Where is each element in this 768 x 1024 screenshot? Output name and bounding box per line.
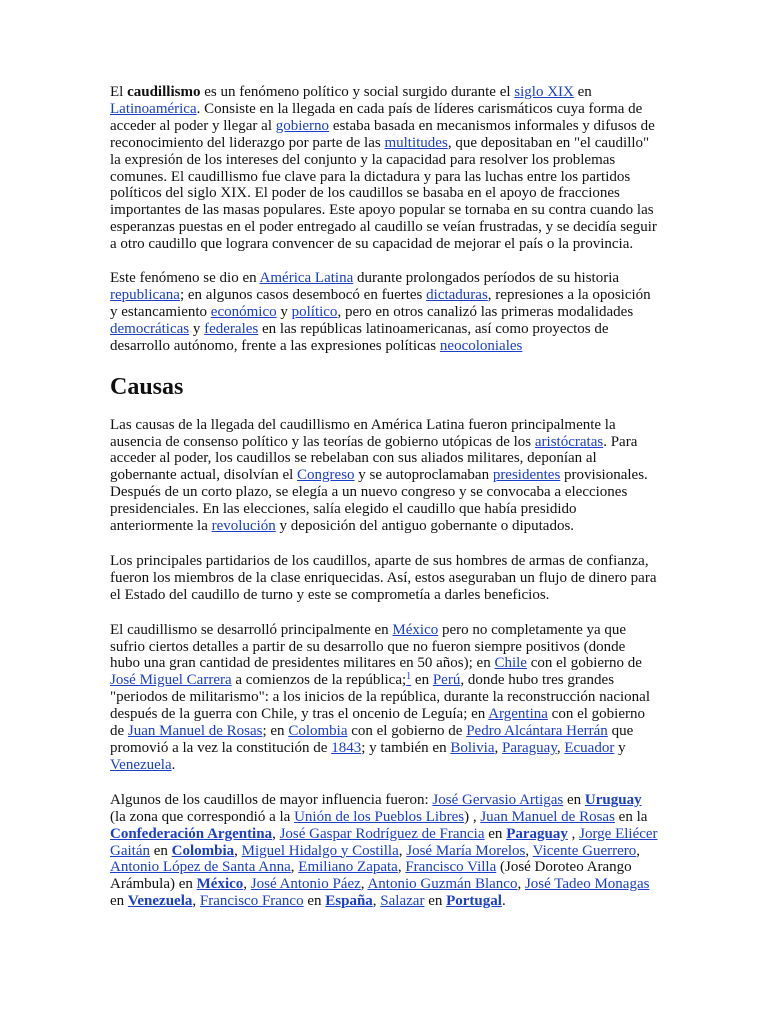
link-miguel-hidalgo[interactable]: Miguel Hidalgo y Costilla: [241, 842, 399, 859]
link-bolivia[interactable]: Bolivia: [450, 740, 495, 756]
text: en: [563, 791, 585, 808]
link-label: Uruguay: [584, 791, 642, 808]
link-jose-miguel-carrera[interactable]: José Miguel Carrera: [110, 672, 232, 689]
text: en: [573, 84, 592, 100]
text: ,: [272, 825, 280, 842]
link-jose-gervasio-artigas[interactable]: José Gervasio Artigas: [432, 791, 564, 808]
causas-paragraph-3: [110, 622, 658, 774]
link-politico[interactable]: político: [291, 303, 338, 320]
text: con el gobierno de: [347, 723, 467, 740]
text: ,: [398, 842, 407, 859]
link-1843[interactable]: 1843: [331, 740, 362, 756]
text: . Consiste en la llegada en cada país de líderes carismáticos cuya forma de acceder al poder y llegar al: [110, 100, 643, 134]
text: ,: [556, 740, 565, 756]
text: , pero en otros canalizó las primeras modalidades: [337, 303, 634, 320]
text: pero no completamente ya que sufrio ciertos detalles a partir de su desarrollo que no fueron siempre positivos (donde hubo una gran cantidad de presidentes militares en 50 años); en: [110, 621, 627, 672]
link-america-latina[interactable]: América Latina: [259, 270, 354, 287]
text: ,: [525, 842, 533, 859]
term-caudillismo: caudillismo: [127, 84, 201, 100]
text: ,: [636, 842, 641, 859]
link-label: Portugal: [446, 893, 502, 910]
text: ; y también en: [361, 740, 451, 756]
text: en: [484, 825, 507, 842]
text: .: [501, 893, 506, 910]
text: ,: [192, 893, 200, 910]
footnote-number: 1: [406, 671, 412, 683]
link-venezuela-bold[interactable]: [128, 893, 192, 909]
text: , que depositaban en "el caudillo" la expresión de los intereses del conjunto y la capacidad para resolver los problemas comunes. El caudillismo fue clave para la dictadura y para las luchas entre los partidos políticos del siglo XIX. El poder de los caudillos se basaba en el apoyo de fracciones importantes de las masas populares. Este apoyo popular se tornaba en su contra cuando las esperanzas puestas en el poder entregado al caudillo se veían frustradas, y se decidía seguir a otro caudillo que lograra convencer de su capacidad de mejorar el país o la provincia.: [110, 134, 657, 253]
text: ,: [372, 893, 381, 910]
text: es un fenómeno político y social surgido durante el: [200, 84, 515, 100]
link-colombia[interactable]: Colombia: [288, 723, 348, 740]
link-label: Colombia: [171, 842, 235, 859]
link-uruguay[interactable]: [585, 792, 642, 808]
link-jose-antonio-paez[interactable]: José Antonio Páez: [250, 876, 361, 893]
link-espana[interactable]: [325, 893, 373, 909]
link-mexico-bold[interactable]: [197, 876, 244, 892]
text: El caudillismo se desarrolló principalmente en: [110, 621, 393, 638]
text: , represiones a la oposición y estancamiento: [110, 286, 651, 320]
link-gobierno[interactable]: gobierno: [275, 117, 330, 134]
link-union-pueblos-libres[interactable]: Unión de los Pueblos Libres: [294, 808, 465, 825]
link-revolucion[interactable]: revolución: [211, 518, 276, 535]
text: y: [189, 320, 205, 337]
section-heading-causas: Causas: [110, 373, 184, 400]
link-democraticas[interactable]: democráticas: [110, 320, 190, 337]
link-jorge-eliecer-gaitan[interactable]: Jorge Eliécer Gaitán: [110, 825, 658, 859]
link-juan-manuel-de-rosas[interactable]: Juan Manuel de Rosas: [127, 723, 263, 740]
link-presidentes[interactable]: presidentes: [492, 467, 561, 484]
text: ,: [397, 859, 406, 876]
text: en las repúblicas latinoamericanas, así como proyectos de desarrollo autónomo, frente a las expresiones políticas: [110, 320, 609, 354]
text: ,: [494, 740, 503, 756]
text: ,: [243, 876, 251, 893]
link-republicana[interactable]: republicana: [110, 286, 180, 303]
link-siglo-xix[interactable]: siglo XIX: [514, 84, 574, 100]
link-neocoloniales[interactable]: neocoloniales: [439, 337, 523, 354]
text: y se autoproclamaban: [354, 467, 493, 484]
link-juan-manuel-de-rosas-2[interactable]: Juan Manuel de Rosas: [480, 808, 615, 825]
link-colombia-bold[interactable]: [172, 843, 235, 859]
text: en: [411, 672, 433, 689]
text: en: [303, 893, 326, 910]
link-label: España: [325, 893, 373, 910]
link-paraguay[interactable]: Paraguay: [502, 740, 557, 756]
link-label: Venezuela: [127, 893, 193, 910]
link-economico[interactable]: económico: [210, 303, 277, 320]
link-salazar[interactable]: Salazar: [380, 893, 425, 910]
text: y: [276, 303, 292, 320]
link-peru[interactable]: Perú: [432, 672, 461, 689]
link-dictaduras[interactable]: dictaduras: [426, 286, 488, 303]
link-aristocratas[interactable]: aristócratas: [534, 433, 604, 450]
text: El: [110, 84, 128, 100]
link-paraguay-bold[interactable]: [506, 826, 568, 842]
causas-paragraph-2: Los principales partidarios de los caudillos, aparte de sus hombres de armas de confianza, fueron los miembros de la clase enriquecidas. Así, estos aseguraban un flujo de dinero para el Estado del caudillo de turno y este se comprometía a darles beneficios.: [110, 552, 657, 603]
text: ; en algunos casos desembocó en fuertes: [179, 286, 427, 303]
link-jose-tadeo-monagas[interactable]: José Tadeo Monagas: [524, 876, 650, 893]
link-francisco-villa[interactable]: Francisco Villa: [405, 859, 497, 876]
link-label: Confederación Argentina: [110, 825, 273, 842]
document-page: [110, 84, 658, 928]
text: ; en: [262, 723, 289, 740]
link-venezuela[interactable]: Venezuela: [110, 756, 172, 773]
intro-paragraph: [110, 84, 658, 253]
text: a comienzos de la república;: [231, 672, 407, 689]
text: con el gobierno de: [110, 706, 645, 740]
text: (la zona que correspondió a la: [110, 808, 295, 825]
text: que promovió a la vez la constitución de: [110, 723, 634, 756]
link-confederacion-argentina[interactable]: [110, 826, 272, 842]
text: con el gobierno de: [526, 655, 642, 672]
link-label: México: [196, 876, 244, 893]
link-label: Paraguay: [506, 825, 568, 842]
link-portugal[interactable]: [446, 893, 502, 909]
text: ,: [234, 842, 242, 859]
link-francisco-franco[interactable]: Francisco Franco: [199, 893, 304, 910]
link-pedro-alcantara-herran[interactable]: Pedro Alcántara Herrán: [466, 723, 608, 740]
text: Algunos de los caudillos de mayor influencia fueron:: [110, 791, 433, 808]
link-jose-maria-morelos[interactable]: José María Morelos: [406, 842, 526, 859]
history-paragraph: [110, 270, 658, 355]
text: ,: [567, 825, 580, 842]
link-vicente-guerrero[interactable]: Vicente Guerrero: [532, 842, 637, 859]
link-argentina[interactable]: Argentina: [488, 706, 548, 723]
text: en: [149, 842, 172, 859]
causas-paragraph-1: [110, 417, 658, 535]
text: en: [110, 893, 128, 910]
link-antonio-guzman-blanco[interactable]: Antonio Guzmán Blanco: [367, 876, 518, 893]
link-mexico[interactable]: México: [392, 621, 439, 638]
text: y deposición del antiguo gobernante o diputados.: [275, 518, 575, 535]
text: estaba basada en mecanismos informales y difusos de reconocimiento del liderazgo por parte de las: [110, 117, 655, 151]
link-congreso[interactable]: Congreso: [297, 467, 355, 484]
link-ecuador[interactable]: Ecuador: [564, 740, 615, 756]
text: ,: [360, 876, 368, 893]
text: y: [614, 740, 626, 756]
link-jose-gaspar-rodriguez-de-francia[interactable]: José Gaspar Rodríguez de Francia: [279, 825, 485, 842]
text: ) ,: [464, 808, 481, 825]
link-latinoamerica[interactable]: Latinoamérica: [110, 100, 197, 117]
link-santa-anna[interactable]: Antonio López de Santa Anna: [110, 859, 291, 876]
text: ,: [290, 859, 299, 876]
text: en la: [614, 808, 648, 825]
text: Las causas de la llegada del caudillismo en América Latina fueron principalmente la ausencia de consenso político y las teorías de gobierno utópicas de los: [110, 416, 616, 450]
text: .: [171, 756, 176, 773]
text: provisionales. Después de un corto plazo, se elegía a un nuevo congreso y se convocaba a elecciones presidenciales. En las elecciones, salía elegido el caudillo que había presidido anteriormente la: [110, 467, 648, 535]
text: (José Doroteo Arango Arámbula) en: [110, 859, 632, 893]
text: en: [424, 893, 447, 910]
link-chile[interactable]: Chile: [494, 655, 527, 672]
link-multitudes[interactable]: multitudes: [384, 134, 448, 151]
causas-paragraph-4: [110, 792, 658, 910]
text: Este fenómeno se dio en: [110, 270, 260, 287]
text: durante prolongados períodos de su historia: [353, 270, 620, 287]
link-federales[interactable]: federales: [204, 320, 259, 337]
text: . Para acceder al poder, los caudillos se rebelaban con sus aliados militares, deponían al gobernante actual, disolvían el: [110, 433, 638, 484]
text: ,: [517, 876, 525, 893]
link-emiliano-zapata[interactable]: Emiliano Zapata: [298, 859, 398, 876]
text: , donde hubo tres grandes "periodos de militarismo": a los inicios de la república, durante la reconstrucción nacional después de la guerra con Chile, y tras el oncenio de Leguía; en: [110, 672, 650, 723]
